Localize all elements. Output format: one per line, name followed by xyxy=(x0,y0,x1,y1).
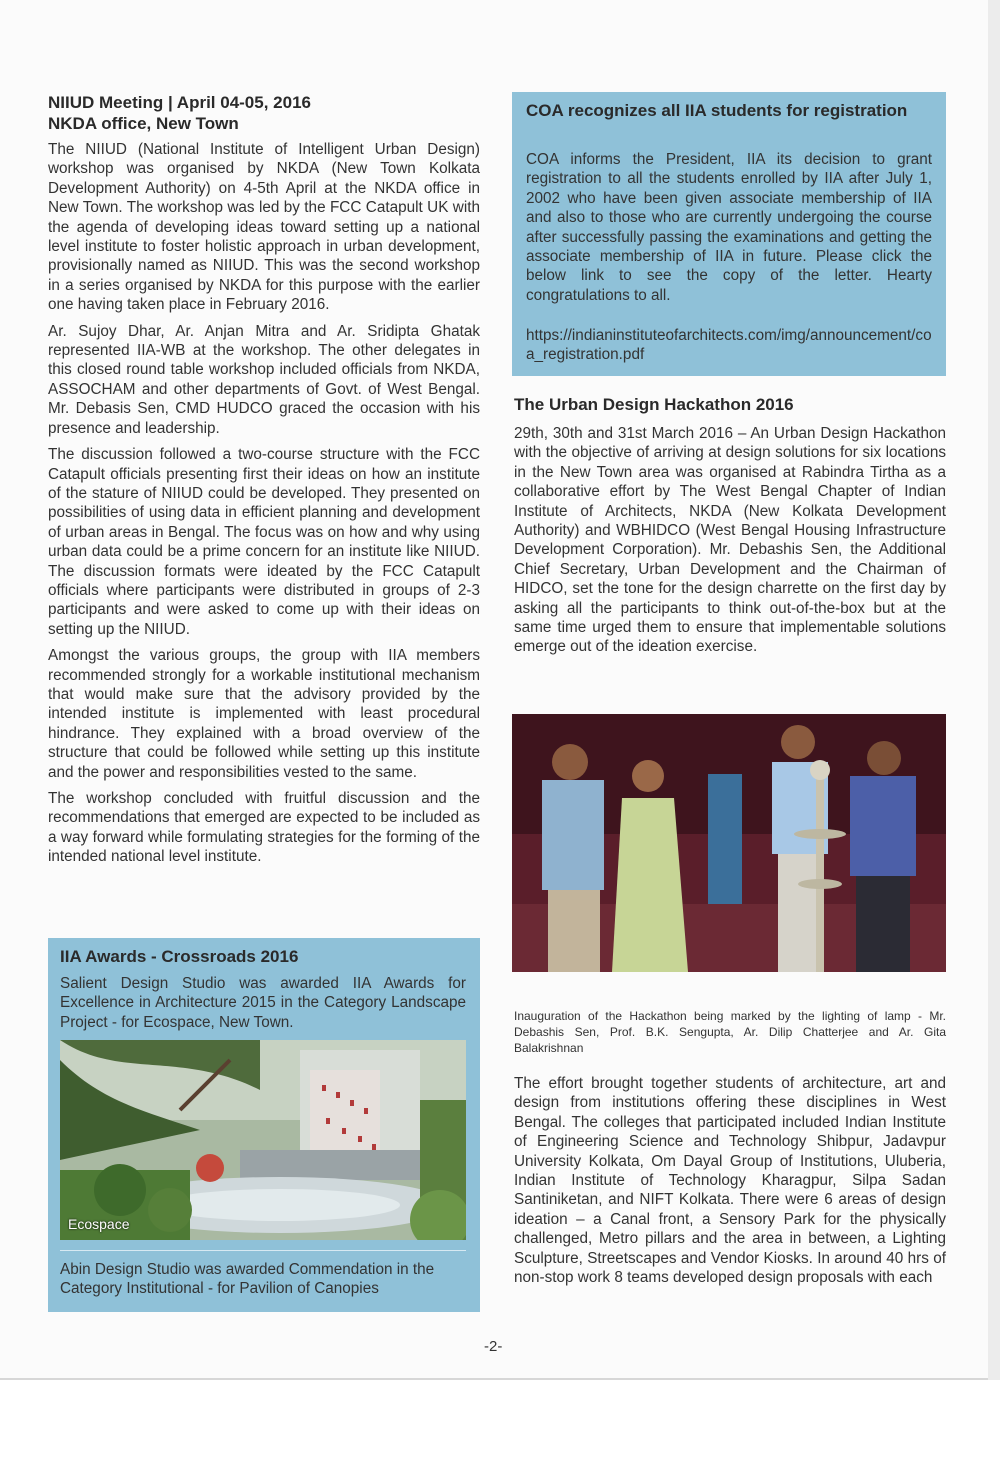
awards-outro: Abin Design Studio was awarded Commendation in the Category Institutional - for Pavilion of Canopies xyxy=(60,1261,435,1298)
hackathon-paragraph-2: The effort brought together students of architecture, art and design from institutions offering these disciplines in West Bengal. The colleges that participated included Indian Institute of Engineering Science and Technology Shibpur, Jadavpur University Kolkata, Om Dayal Group of Institutions, Uluberia, Indian Institute of Technology Kharagpur, Silpa Sadan Santiniketan, and NIFT Kolkata. There were 6 areas of design ideation – a Canal front, a Sensory Park for the physically challenged, Metro pillars and the area in between, a Lighting Sculpture, Streetscapes and Vendor Kiosks. In around 40 hrs of non-stop work 8 teams developed design proposals with each xyxy=(514,1075,946,1287)
awards-box xyxy=(48,938,480,1312)
hackathon-paragraph-1: 29th, 30th and 31st March 2016 – An Urban Design Hackathon with the objective of arriving at design solutions for six locations in the New Town area was organised at Rabindra Tirtha as a collaborative effort by The West Bengal Chapter of Indian Institute of Architects, NKDA (New Kolkata Development Authority) and WBHIDCO (West Bengal Housing Infrastructure Development Corporation). Mr. Debashis Sen, the Additional Chief Secretary, Urban Development and the Chairman of HIDCO, set the tone for the design charrette on the first day by asking all the participants to think out-of-the-box but at the same time urged them to ensure that implementable solutions emerge out of the ideation exercise. xyxy=(514,425,946,656)
coa-body: COA informs the President, IIA its decision to grant registration to all the students enrolled by IIA after July 1, 2002 who have been given associate membership of IIA and also to those who are currently undergoing the course after successfully passing the examinations and getting the associate membership of IIA in future. Please click the below link to see the copy of the letter. Hearty congratulations to all. xyxy=(526,151,932,304)
page-number: -2- xyxy=(484,1338,503,1355)
hackathon-title: The Urban Design Hackathon 2016 xyxy=(514,395,794,414)
hackathon-photo xyxy=(512,714,946,972)
niiud-subtitle: NKDA office, New Town xyxy=(48,114,239,133)
ecospace-caption: Ecospace xyxy=(68,1216,130,1232)
awards-divider xyxy=(60,1250,466,1251)
awards-intro: Salient Design Studio was awarded IIA Awards for Excellence in Architecture 2015 in the Category Landscape Project - for Ecospace, New Town. xyxy=(60,975,466,1031)
coa-title: COA recognizes all IIA students for registration xyxy=(526,101,908,120)
niiud-paragraph-2: Ar. Sujoy Dhar, Ar. Anjan Mitra and Ar. Sridipta Ghatak represented IIA-WB at the workshop. The other delegates in this closed round table workshop included officials from NKDA, ASSOCHAM and other departments of Govt. of West Bengal. Mr. Debasis Sen, CMD HUDCO graced the occasion with his presence and leadership. xyxy=(48,322,480,437)
niiud-title: NIIUD Meeting | April 04-05, 2016 xyxy=(48,93,311,112)
niiud-paragraph-4: Amongst the various groups, the group with IIA members recommended strongly for a workable institutional mechanism that would make sure that the advisory provided by the intended institute is implemented with least procedural hindrance. They explained with a broad overview of the structure that could be followed while setting up this institute and the power and responsibilities vested to the same. xyxy=(48,647,480,781)
awards-title: IIA Awards - Crossroads 2016 xyxy=(60,947,299,966)
scan-bottom-margin xyxy=(0,1380,1000,1460)
hackathon-photo-caption: Inauguration of the Hackathon being marked by the lighting of lamp - Mr. Debashis Sen, Prof. B.K. Sengupta, Ar. Dilip Chatterjee and Ar. Gita Balakrishnan xyxy=(514,1009,946,1055)
niiud-paragraph-3: The discussion followed a two-course structure with the FCC Catapult officials presenting first their ideas on how an institute of the stature of NIIUD could be developed. They presented on possibilities of using data in efficient planning and development of urban areas in Bengal. The focus was on how and why using urban data could be a prime concern for an institute like NIIUD. The discussion formats were ideated by the FCC Catapult officials where participants were distributed in groups of 2-3 participants and were asked to come up with their ideas on setting up the NIIUD. xyxy=(48,446,480,638)
ecospace-photo xyxy=(60,1040,466,1240)
coa-link[interactable]: https://indianinstituteofarchitects.com/img/announcement/coa_registration.pdf xyxy=(526,327,932,364)
left-column xyxy=(48,92,480,867)
niiud-paragraph-1: The NIIUD (National Institute of Intelligent Urban Design) workshop was organised by NKDA (New Town Kolkata Development Authority) on 4-5th April at the NKDA office in New Town. The workshop was led by the FCC Catapult UK with the agenda of developing ideas toward setting up a national level institute to foster holistic approach in urban development, provisionally named as NIIUD. This was the second workshop in a series organised by NKDA for this purpose with the earlier one having taken place in February 2016. xyxy=(48,141,480,314)
niiud-paragraph-5: The workshop concluded with fruitful discussion and the recommendations that emerged are expected to be included as a way forward while formulating strategies for the forming of the intended national level institute. xyxy=(48,790,480,866)
scan-margin xyxy=(988,0,1000,1380)
